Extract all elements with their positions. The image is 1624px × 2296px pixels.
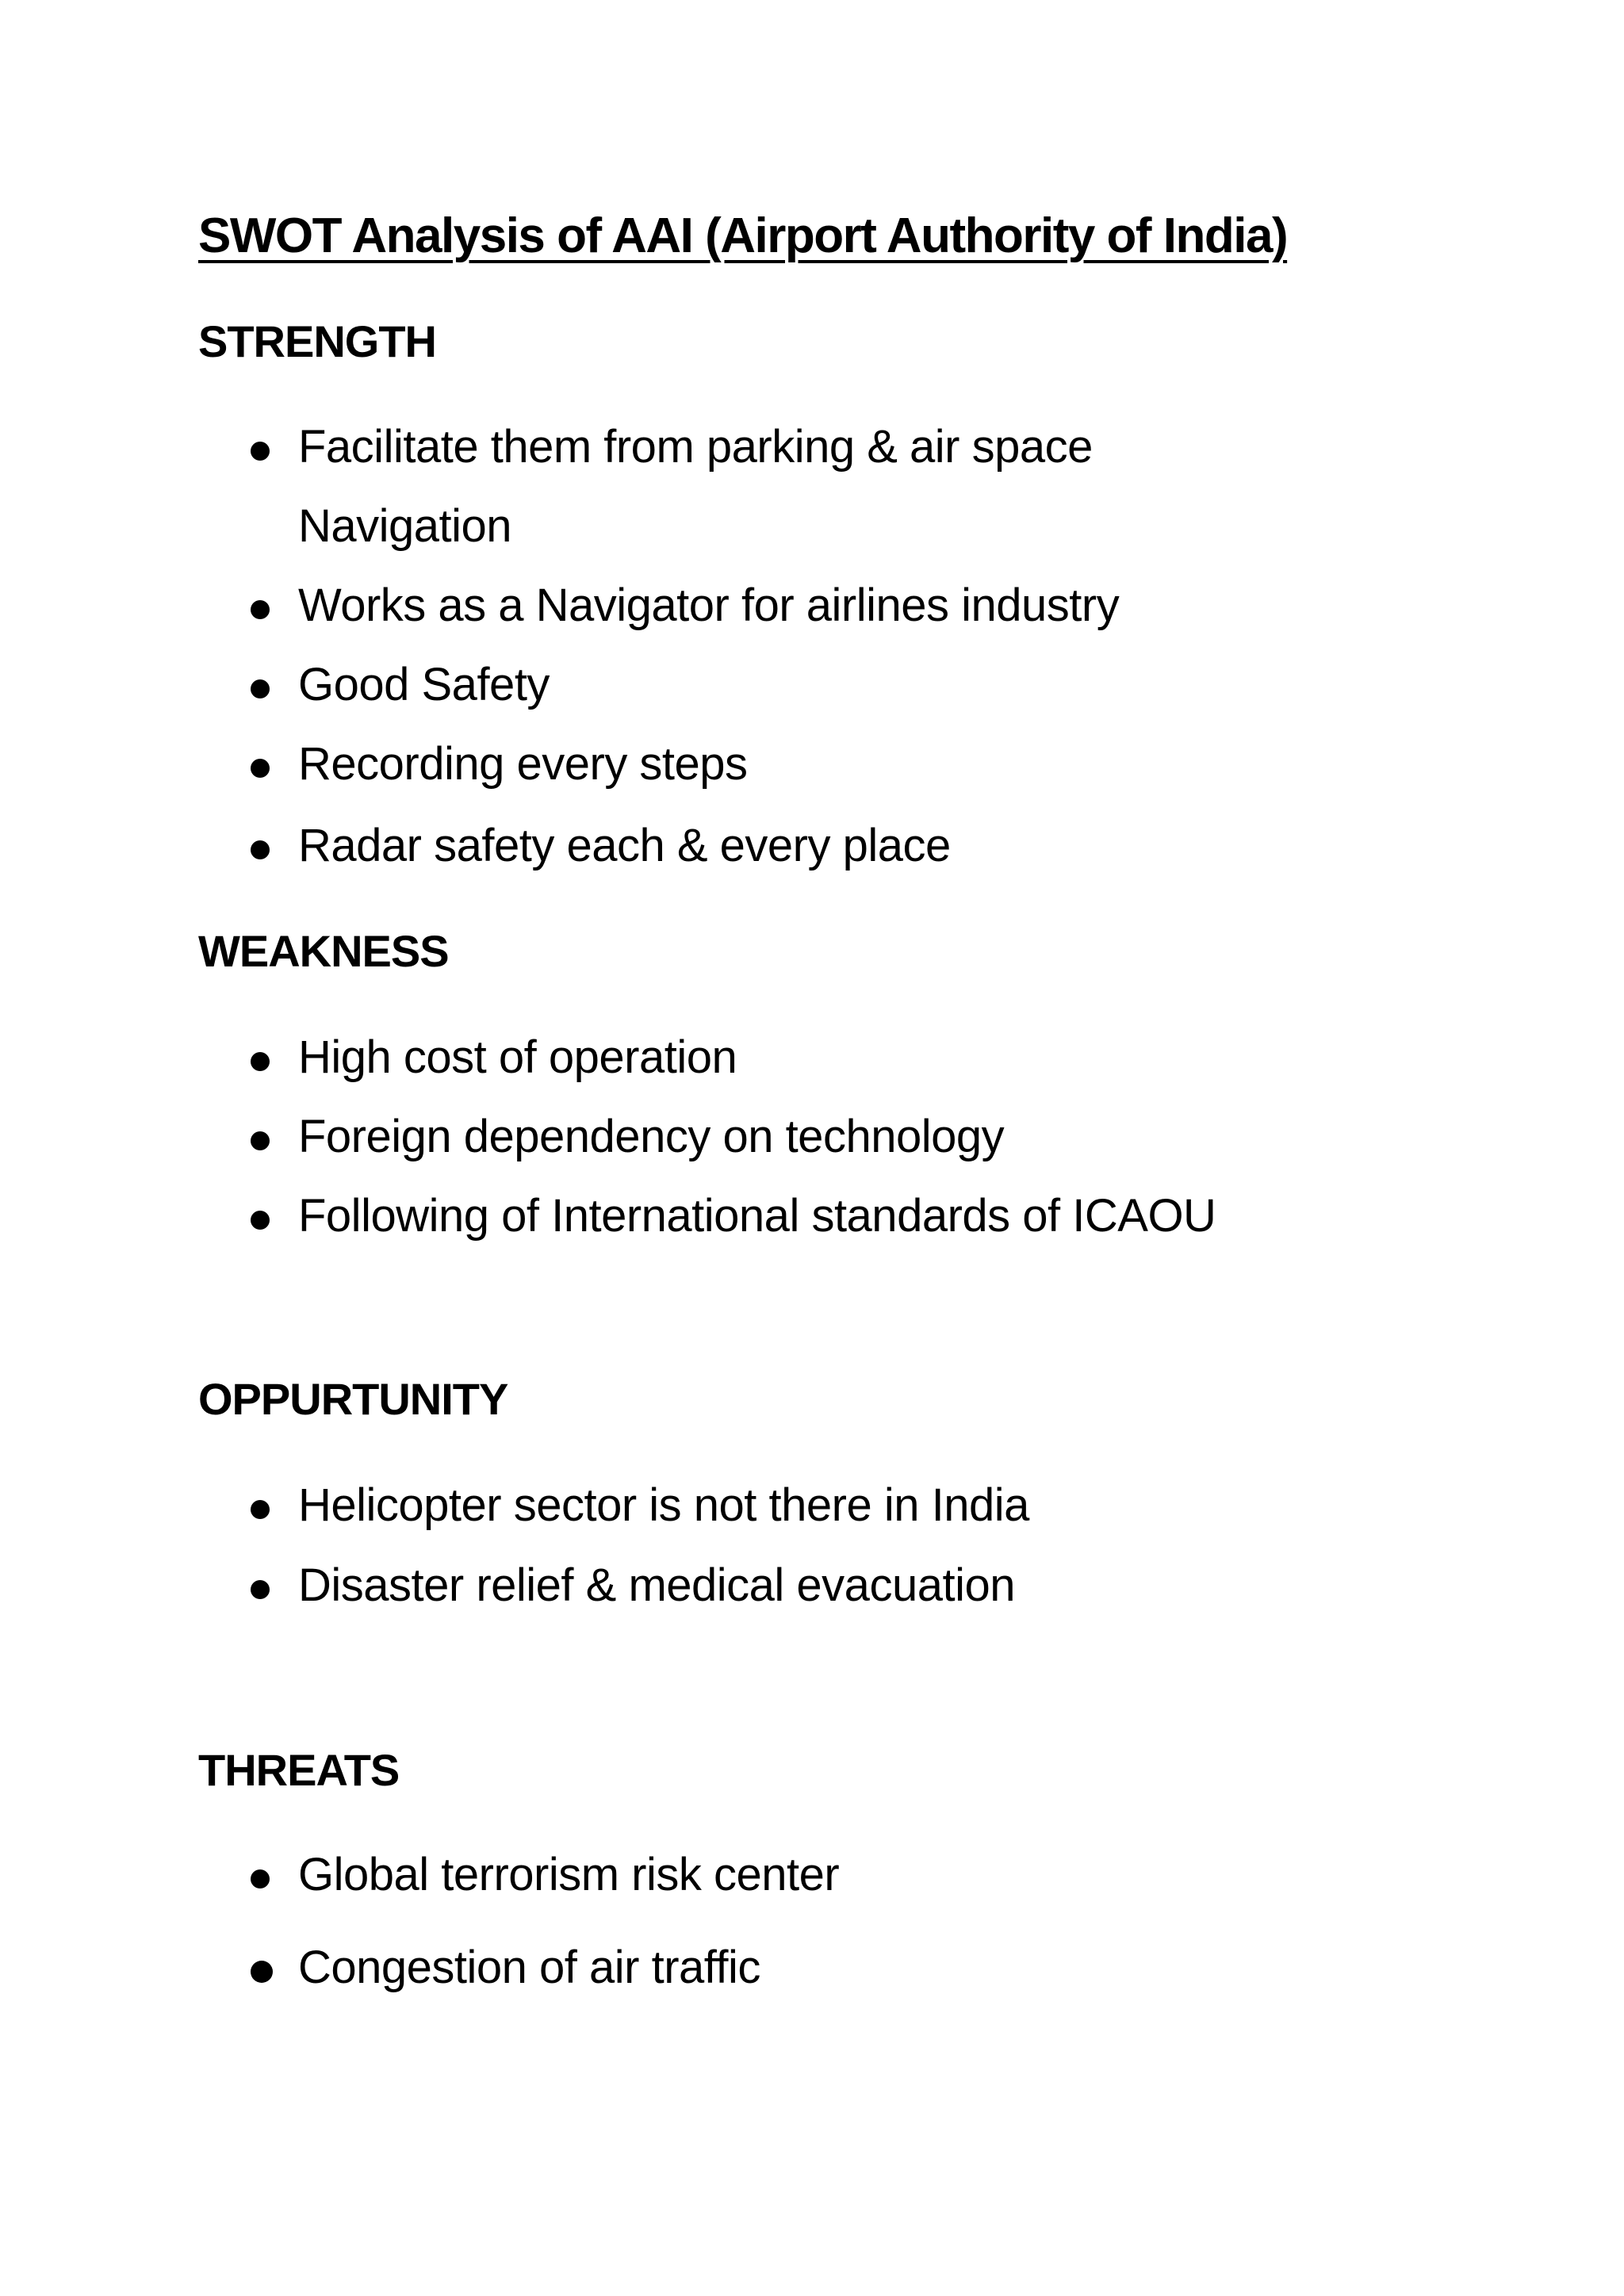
list-item: Helicopter sector is not there in India: [298, 1479, 1029, 1531]
list-item: High cost of operation: [298, 1031, 737, 1083]
bullet-icon: [251, 1869, 270, 1888]
list-item: Recording every steps: [298, 738, 748, 790]
bullet-icon: [251, 442, 270, 461]
bullet-icon: [251, 600, 270, 619]
section-heading-strength: STRENGTH: [198, 316, 436, 366]
bullet-icon: [251, 1052, 270, 1071]
list-item: Radar safety each & every place: [298, 820, 951, 871]
bullet-icon: [251, 759, 270, 778]
bullet-icon: [251, 1580, 270, 1599]
bullet-icon: [251, 840, 270, 859]
list-item: Facilitate them from parking & air space: [298, 421, 1093, 473]
document-title: SWOT Analysis of AAI (Airport Authority of India): [198, 209, 1288, 263]
list-item: Disaster relief & medical evacuation: [298, 1559, 1015, 1611]
bullet-icon: [251, 1211, 270, 1230]
list-item: Good Safety: [298, 659, 550, 710]
section-heading-opportunity: OPPURTUNITY: [198, 1374, 508, 1424]
list-item-continuation: Navigation: [298, 500, 512, 552]
list-item: Global terrorism risk center: [298, 1849, 840, 1900]
section-heading-weakness: WEAKNESS: [198, 926, 449, 976]
list-item: Following of International standards of ICAOU: [298, 1190, 1216, 1242]
bullet-icon: [251, 679, 270, 698]
list-item: Works as a Navigator for airlines industry: [298, 580, 1120, 631]
list-item: Foreign dependency on technology: [298, 1111, 1005, 1162]
bullet-icon: [251, 1961, 273, 1983]
section-heading-threats: THREATS: [198, 1745, 400, 1795]
list-item: Congestion of air traffic: [298, 1942, 760, 1993]
bullet-icon: [251, 1131, 270, 1150]
bullet-icon: [251, 1500, 270, 1519]
